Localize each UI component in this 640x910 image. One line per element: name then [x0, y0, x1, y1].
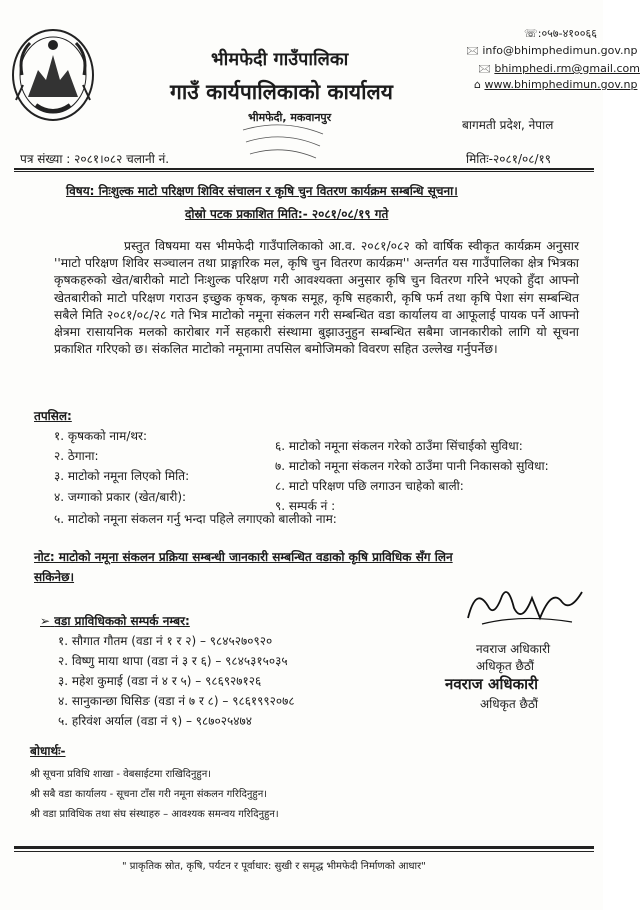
tapsil-item-5: ५. माटोको नमूना संकलन गर्नु भन्दा पहिले लगाएको बालीको नाम: — [54, 512, 337, 526]
body-paragraph — [54, 238, 579, 358]
province: बागमती प्रदेश, नेपाल — [462, 118, 554, 132]
bodhartha-item-2: श्री सबै वडा कार्यालय - सूचना टाँस गरी नमूना संकलन गरिदिनुहुन। — [30, 789, 268, 800]
footer-slogan: " प्राकृतिक स्रोत, कृषि, पर्यटन र पूर्वाधार: सुखी र समृद्ध भीमफेदी निर्माणको आधार" — [122, 861, 426, 872]
second-publish-line: दोस्रो पटक प्रकाशित मिति:- २०८१/०८/१९ गते — [185, 207, 389, 221]
office-title: गाउँ कार्यपालिकाको कार्यालय — [170, 80, 393, 104]
email-2[interactable]: bhimphedi.rm@gmail.com — [494, 62, 640, 75]
tapsil-item-9: ९. सम्पर्क नं : — [275, 499, 336, 513]
letter-date: मितिः-२०८१/०८/१९ — [466, 152, 551, 166]
handwritten-signature — [462, 578, 587, 630]
note-line-1: नोट: माटोको नमूना संकलन प्रक्रिया सम्बन्धी जानकारी सम्बन्धित वडाको कृषि प्राविधिक सँग लिन — [34, 550, 453, 564]
bodhartha-item-3: श्री वडा प्राविधिक तथा संघ संस्थाहरु – आवश्यक समन्वय गरिदिनुहुन। — [30, 809, 279, 820]
contacts-heading-text: वडा प्राविधिकको सम्पर्क नम्बर: — [54, 614, 190, 628]
signer-title: अधिकृत छैठौं — [480, 697, 539, 711]
signer-name-small: नवराज अधिकारी — [476, 642, 551, 656]
email-icon: 🖂 — [466, 44, 479, 57]
signer-name: नवराज अधिकारी — [445, 675, 539, 693]
tapsil-item-2: २. ठेगाना: — [54, 449, 99, 463]
website-link[interactable]: www.bhimphedimun.gov.np — [484, 78, 638, 91]
tapsil-item-4: ४. जग्गाको प्रकार (खेत/बारी): — [54, 490, 187, 504]
body-text: प्रस्तुत विषयमा यस भीमफेदी गाउँपालिकाको आ.व. २०८१/०८२ को वार्षिक स्वीकृत कार्यक्रम अनुसार ''माटो परिक्षण शिविर सञ्चालन तथा प्राङ्गारिक मल, कृषि चुन वितरण कार्यक्रम'' अन्तर्गत यस गाउँपालिका क्षेत्र भित्रका कृषकहरुको खेत/बारीको माटो निःशुल्क परिक्षण गरी आवश्यक्ता अनुसार कृषि चुन वितरण गरिने भएको हुँदा आफ्नो खेतबारीको माटो परिक्षण गराउन इच्छुक कृषक, कृषक समूह, कृषि सहकारी, कृषि फर्म तथा कृषि पेशा संग सम्बन्धित सबैले मिति २०८१/०८/२८ गते भित्र माटोको नमूना संकलन गरी सम्बन्धित वडा कार्यालय वा आफूलाई पायक पर्ने आफ्नो क्षेत्रमा रासायनिक मलको कारोबार गर्ने सहकारी संस्थामा बुझाउनुहुन सम्बन्धित सबैमा जानकारीको लागि यो सूचना प्रकाशित गरिएको छ। संकलित माटोको नमूनामा तपसिल बमोजिमको विवरण सहित उल्लेख गर्नुपर्नेछ। — [54, 239, 579, 357]
signer-title-small: अधिकृत छैठौं — [476, 659, 535, 673]
office-location: भीमफेदी, मकवानपुर — [248, 111, 332, 124]
phone-number: ☏:०५७-४१००६६ — [524, 27, 597, 40]
emblem-icon — [8, 25, 98, 125]
tapsil-heading: तपसिल: — [34, 409, 72, 423]
tapsil-item-6: ६. माटोको नमूना संकलन गरेको ठाउँमा सिंचाईको सुविधा: — [275, 439, 523, 453]
tapsil-item-8: ८. माटो परिक्षण पछि लगाउन चाहेको बाली: — [275, 479, 464, 493]
tapsil-item-1: १. कृषकको नाम/थर: — [54, 429, 147, 443]
contact-item-2: २. विष्णु माया थापा (वडा नं ३ र ६) – ९८४५३१५०३५ — [58, 654, 288, 668]
contact-item-1: १. सौगात गौतम (वडा नं १ र २) – ९८४५२७०९२० — [58, 634, 273, 648]
municipality-name: भीमफेदी गाउँपालिका — [211, 49, 349, 70]
bodhartha-heading: बोधार्थः- — [30, 744, 66, 758]
contacts-heading — [40, 612, 190, 629]
letter-number: पत्र संख्या : २०८१।०८२ चलानी नं. — [20, 152, 170, 166]
website-row — [474, 78, 637, 91]
arrow-bullet-icon: ➢ — [40, 614, 51, 628]
subject-line: विषय: निःशुल्क माटो परिक्षण शिविर संचालन र कृषि चुन वितरण कार्यक्रम सम्बन्धि सूचना। — [66, 184, 458, 198]
email-row-1 — [466, 42, 637, 61]
contact-item-4: ४. सानुकान्छा घिसिङ (वडा नं ७ र ८) – ९८६१९९२०७८ — [58, 694, 295, 708]
tapsil-item-3: ३. माटोको नमूना लिएको मिति: — [54, 469, 190, 483]
email-icon: 🖂 — [478, 62, 491, 75]
stamp-mark — [238, 112, 328, 162]
bodhartha-item-1: श्री सूचना प्रविधि शाखा - वेबसाईटमा राखिदिनुहुन। — [30, 769, 212, 780]
website-icon: ⌂ — [474, 78, 481, 91]
tapsil-item-7: ७. माटोको नमूना संकलन गरेको ठाउँमा पानी निकासको सुविधा: — [275, 459, 549, 473]
contact-item-3: ३. महेश कुमाई (वडा नं ४ र ५) – ९८६९२७१२६ — [58, 674, 262, 688]
contact-item-5: ५. हरिवंश अर्याल (वडा नं ९) – ९८७०२५४७४ — [58, 714, 252, 728]
note-line-2: सकिनेछ। — [34, 570, 75, 584]
email-1[interactable]: info@bhimphedimun.gov.np — [482, 44, 638, 57]
email-row-2 — [478, 60, 640, 79]
